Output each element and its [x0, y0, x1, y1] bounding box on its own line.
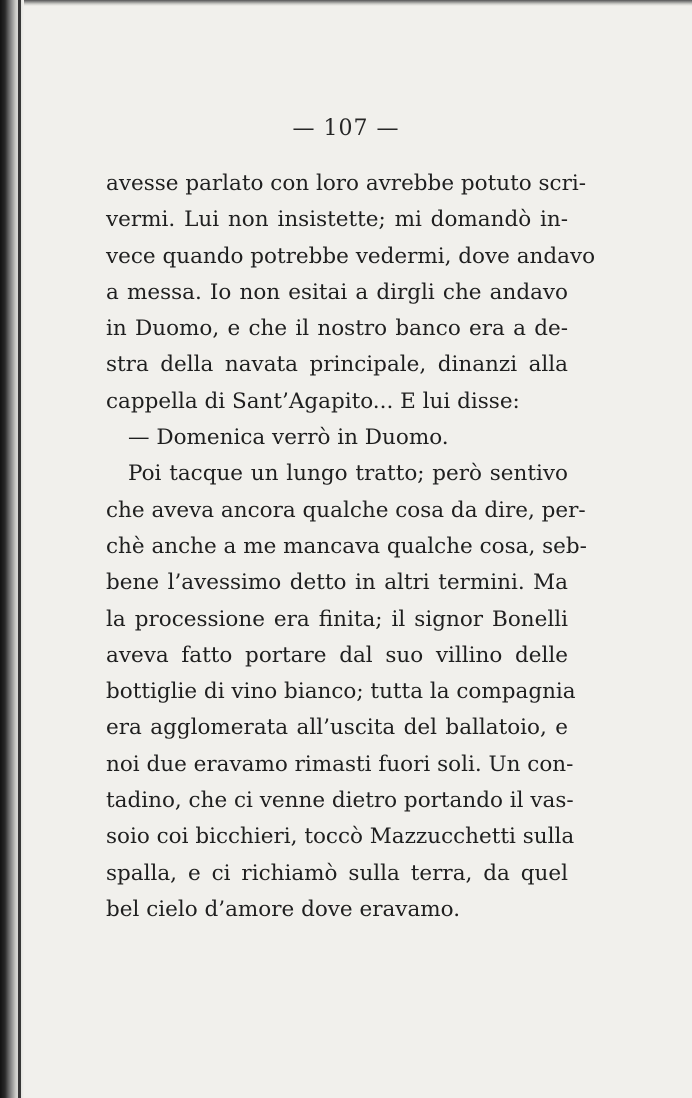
text-line: a messa. Io non esitai a dirgli che andavo	[106, 279, 568, 305]
text-line: aveva fatto portare dal suo villino delle	[106, 642, 568, 668]
text-line: era agglomerata all’uscita del ballatoio, e	[106, 715, 568, 741]
text-line: bottiglie di vino bianco; tutta la compagnia	[106, 679, 576, 705]
text-line: che aveva ancora qualche cosa da dire, per-	[106, 497, 586, 523]
text-line: in Duomo, e che il nostro banco era a de-	[106, 316, 568, 342]
text-line: cappella di Sant’Agapito... E lui disse:	[106, 388, 520, 414]
text-line: soio coi bicchieri, toccò Mazzucchetti sulla	[106, 824, 575, 850]
text-line: avesse parlato con loro avrebbe potuto scri-	[106, 171, 586, 196]
binding-line	[18, 0, 21, 1098]
text-line: noi due eravamo rimasti fuori soli. Un con-	[106, 751, 574, 777]
text-line: spalla, e ci richiamò sulla terra, da quel	[106, 860, 568, 886]
page-number: — 107 —	[292, 116, 400, 141]
text-line: la processione era finita; il signor Bonelli	[106, 606, 568, 632]
text-line: chè anche a me mancava qualche cosa, seb-	[106, 533, 587, 559]
text-line: bene l’avessimo detto in altri termini. Ma	[106, 570, 568, 596]
text-line: tadino, che ci venne dietro portando il vas-	[106, 788, 574, 814]
text-line: bel cielo d’amore dove eravamo.	[106, 896, 461, 922]
page-top-edge	[0, 0, 692, 6]
text-line: vermi. Lui non insistette; mi domandò in-	[106, 207, 568, 233]
text-line: stra della navata principale, dinanzi alla	[106, 352, 568, 378]
body-text	[106, 166, 596, 928]
text-line: vece quando potrebbe vedermi, dove andavo	[106, 243, 596, 269]
dialogue-line: — Domenica verrò in Duomo.	[128, 425, 449, 451]
paragraph-start-line: Poi tacque un lungo tratto; però sentivo	[128, 461, 568, 487]
